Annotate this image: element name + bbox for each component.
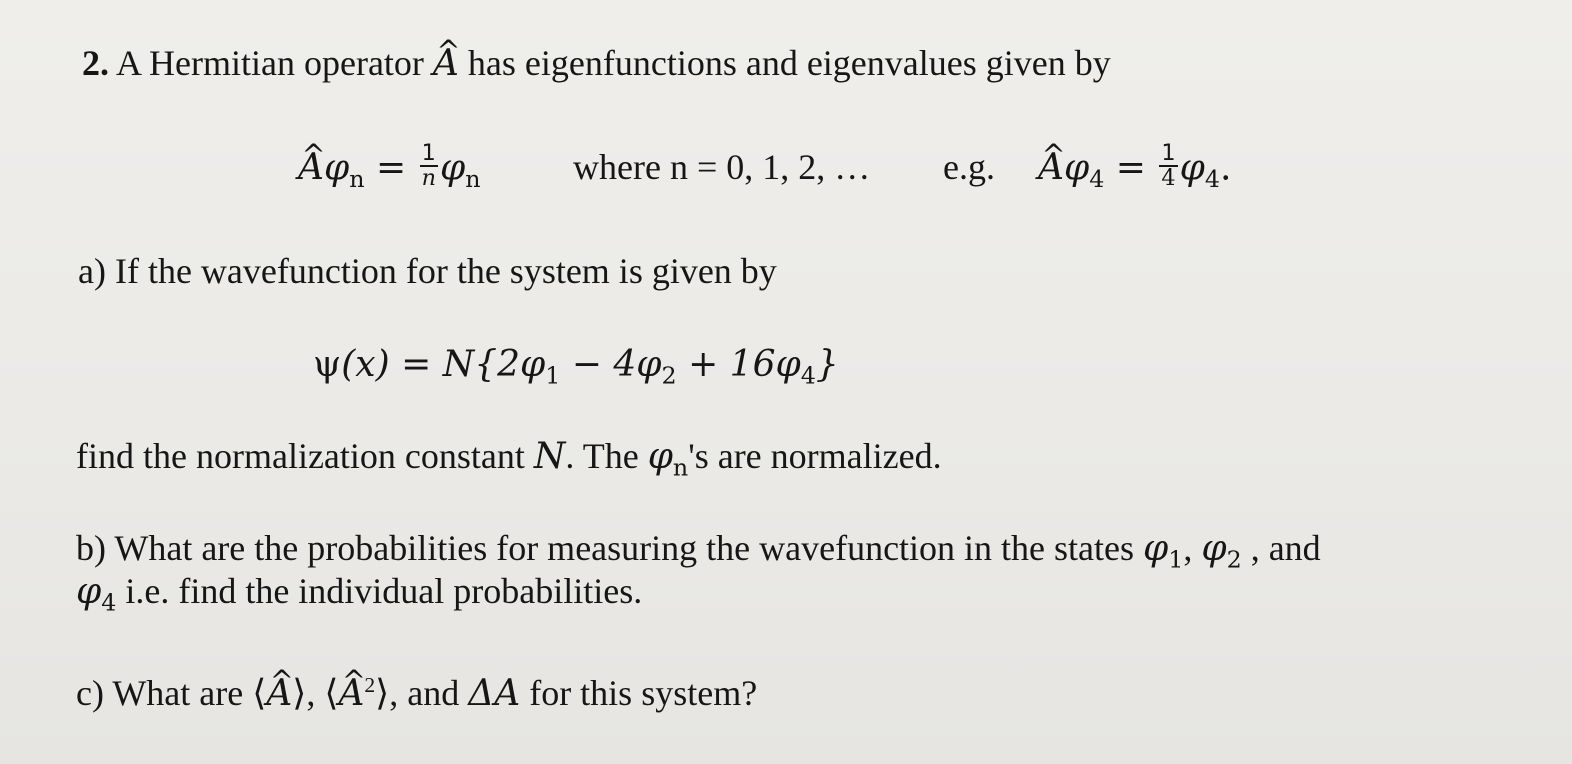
wf-close: }	[815, 344, 839, 385]
find-phi: φ	[647, 436, 673, 477]
state-sep-1: ,	[1183, 528, 1193, 568]
exp2-open: ⟨	[324, 673, 339, 713]
eq-equals: =	[375, 147, 407, 189]
part-a-text: If the wavefunction for the system is given by	[114, 251, 777, 291]
ex-phi-sub: 4	[1089, 165, 1105, 194]
part-b-text-1: What are the probabilities for measuring the wavefunction in the states	[114, 528, 1135, 568]
state-phi-4-sub: 4	[101, 588, 117, 617]
exp2-sup: 2	[364, 673, 376, 697]
wf-sub-2: 2	[661, 361, 677, 390]
state-phi-1-sub: 1	[1168, 545, 1184, 574]
find-text-a: find the normalization constant	[76, 436, 525, 476]
part-c-text-a: What are	[112, 673, 244, 713]
eq-frac-den: n	[421, 165, 436, 192]
part-c-label: c)	[76, 673, 104, 713]
intro-text-b: has eigenfunctions and eigenvalues given by	[467, 43, 1111, 83]
part-a-label: a)	[78, 251, 106, 291]
part-a-question	[78, 250, 777, 292]
wf-sub-1: 1	[545, 361, 561, 390]
eq-where-text: where n = 0, 1, 2, …	[573, 147, 871, 187]
delta-A: ΔA	[468, 673, 521, 714]
wf-mid-2: + 16φ	[676, 344, 801, 385]
eq-rhs-phi: φ	[439, 147, 466, 189]
state-phi-1: φ	[1143, 528, 1169, 569]
wf-N: N	[442, 344, 475, 385]
part-a-find	[76, 435, 942, 489]
find-text-b: . The	[565, 436, 639, 476]
problem-statement	[82, 42, 1111, 85]
eq-eg-text: e.g.	[943, 147, 995, 187]
find-phi-sub: n	[672, 453, 689, 482]
exp1-operator: ^ A	[266, 673, 292, 715]
eq-frac-num: 1	[420, 142, 438, 167]
operator-symbol: ^ A	[433, 43, 459, 85]
exp1-close: ⟩,	[292, 673, 316, 713]
eigen-equation	[298, 140, 481, 200]
intro-text-a: A Hermitian operator	[116, 43, 424, 83]
eq-rhs-sub: n	[465, 165, 481, 194]
part-b-label: b)	[76, 528, 106, 568]
ex-end: .	[1219, 147, 1232, 189]
ex-frac-num: 1	[1161, 140, 1176, 166]
part-b-text-2: i.e. find the individual probabilities.	[125, 571, 643, 611]
part-b-question-cont	[76, 570, 642, 624]
eq-fraction	[420, 142, 438, 191]
exp2-close: ⟩,	[375, 673, 399, 713]
wf-lhs: (x) =	[341, 344, 432, 385]
eq-phi-sub: n	[349, 165, 365, 194]
state-phi-2: φ	[1201, 528, 1227, 569]
ex-operator: ^ A	[1038, 147, 1064, 189]
state-phi-2-sub: 2	[1226, 545, 1242, 574]
ex-rhs-sub: 4	[1204, 165, 1220, 194]
part-c-question	[76, 664, 757, 715]
ex-fraction	[1159, 142, 1177, 191]
state-sep-2: , and	[1250, 528, 1321, 568]
wf-sub-3: 4	[800, 361, 816, 390]
exp1-open: ⟨	[252, 673, 267, 713]
wf-psi: ψ	[313, 344, 342, 385]
part-c-text-b: and	[407, 673, 460, 713]
find-N: N	[533, 436, 566, 477]
ex-phi: φ	[1064, 147, 1090, 189]
wf-open: {2φ	[474, 344, 546, 385]
state-phi-4: φ	[76, 571, 102, 612]
ex-equals: =	[1115, 147, 1146, 189]
part-c-text-c: for this system?	[529, 673, 758, 713]
problem-number: 2.	[82, 43, 109, 83]
eq-operator: ^ A	[298, 147, 324, 189]
example-equation	[1038, 140, 1232, 200]
wavefunction-equation	[313, 344, 839, 397]
ex-rhs-phi: φ	[1179, 147, 1205, 189]
wf-mid-1: − 4φ	[560, 344, 662, 385]
find-text-c: 's are normalized.	[688, 436, 942, 476]
eq-phi: φ	[324, 147, 350, 189]
ex-frac-den: 4	[1161, 165, 1176, 192]
exp2-operator: ^ A	[338, 673, 364, 715]
